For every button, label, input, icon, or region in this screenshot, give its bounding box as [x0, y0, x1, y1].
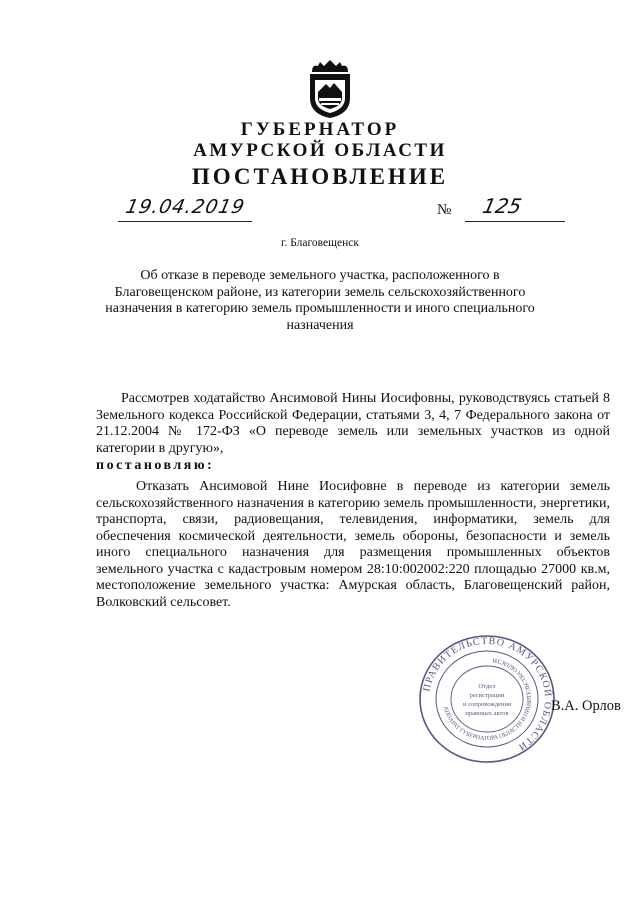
stamp-center-line-2: регистрации	[469, 692, 505, 699]
governor-title: ГУБЕРНАТОР	[240, 119, 400, 140]
stamp-inner-ring-text: АППАРАТ ГУБЕРНАТОРА ОБЛАСТИ И ПРАВИТЕЛЬСТВА ОБЛАСТИ	[441, 656, 534, 743]
city-line: г. Благовещенск	[281, 237, 359, 249]
decision-paragraph: Отказать Ансимовой Нине Иосифовне в переводе из категории земель сельскохозяйственного назначения в категорию земель промышленности, энергетики, транспорта, связи, радиовещания, телевидения, информатики, земель для обеспечения космической деятельности, земель обороны, безопасности и земель иного специального назначения для размещения промышленных объектов земельного участка с кадастровым номером 28:10:002002:220 площадью 27000 кв.м, местоположение земельного участка: Амурская область, Благовещенский район, Волковский сельсовет.	[96, 479, 610, 610]
signer-name: В.А. Орлов	[551, 698, 621, 714]
region-title: АМУРСКОЙ ОБЛАСТИ	[193, 140, 447, 161]
document-type: ПОСТАНОВЛЕНИЕ	[191, 164, 449, 189]
stamp-center-line-3: и сопровождения	[463, 701, 511, 708]
number-sign: №	[437, 202, 452, 218]
number-handwritten: 125	[480, 194, 524, 218]
date-handwritten: 19.04.2019	[123, 196, 248, 218]
coat-of-arms-emblem	[306, 58, 354, 120]
resolve-word: постановляю:	[96, 458, 215, 473]
stamp-outer-text: ПРАВИТЕЛЬСТВО АМУРСКОЙ ОБЛАСТИ	[421, 635, 554, 753]
official-stamp	[417, 633, 557, 765]
document-title: Об отказе в переводе земельного участка, расположенного в Благовещенском районе, из категории земель сельскохозяйственного назначения в категорию земель промышленности и иного специального назначения	[105, 268, 535, 333]
document-date	[118, 196, 252, 224]
number-underline	[465, 221, 565, 222]
document-number	[437, 196, 567, 224]
preamble-paragraph: Рассмотрев ходатайство Ансимовой Нины Иосифовны, руководствуясь статьей 8 Земельного кодекса Российской Федерации, статьями 3, 4, 7 Федерального закона от 21.12.2004 № 172-ФЗ «О переводе земель или земельных участков из одной категории в другую»,	[96, 391, 610, 456]
stamp-center-line-1: Отдел	[478, 683, 496, 690]
date-underline	[118, 221, 252, 222]
svg-text:АППАРАТ ГУБЕРНАТОРА ОБЛАСТИ И	[442, 656, 533, 742]
stamp-center-line-4: правовых актов	[465, 710, 509, 717]
